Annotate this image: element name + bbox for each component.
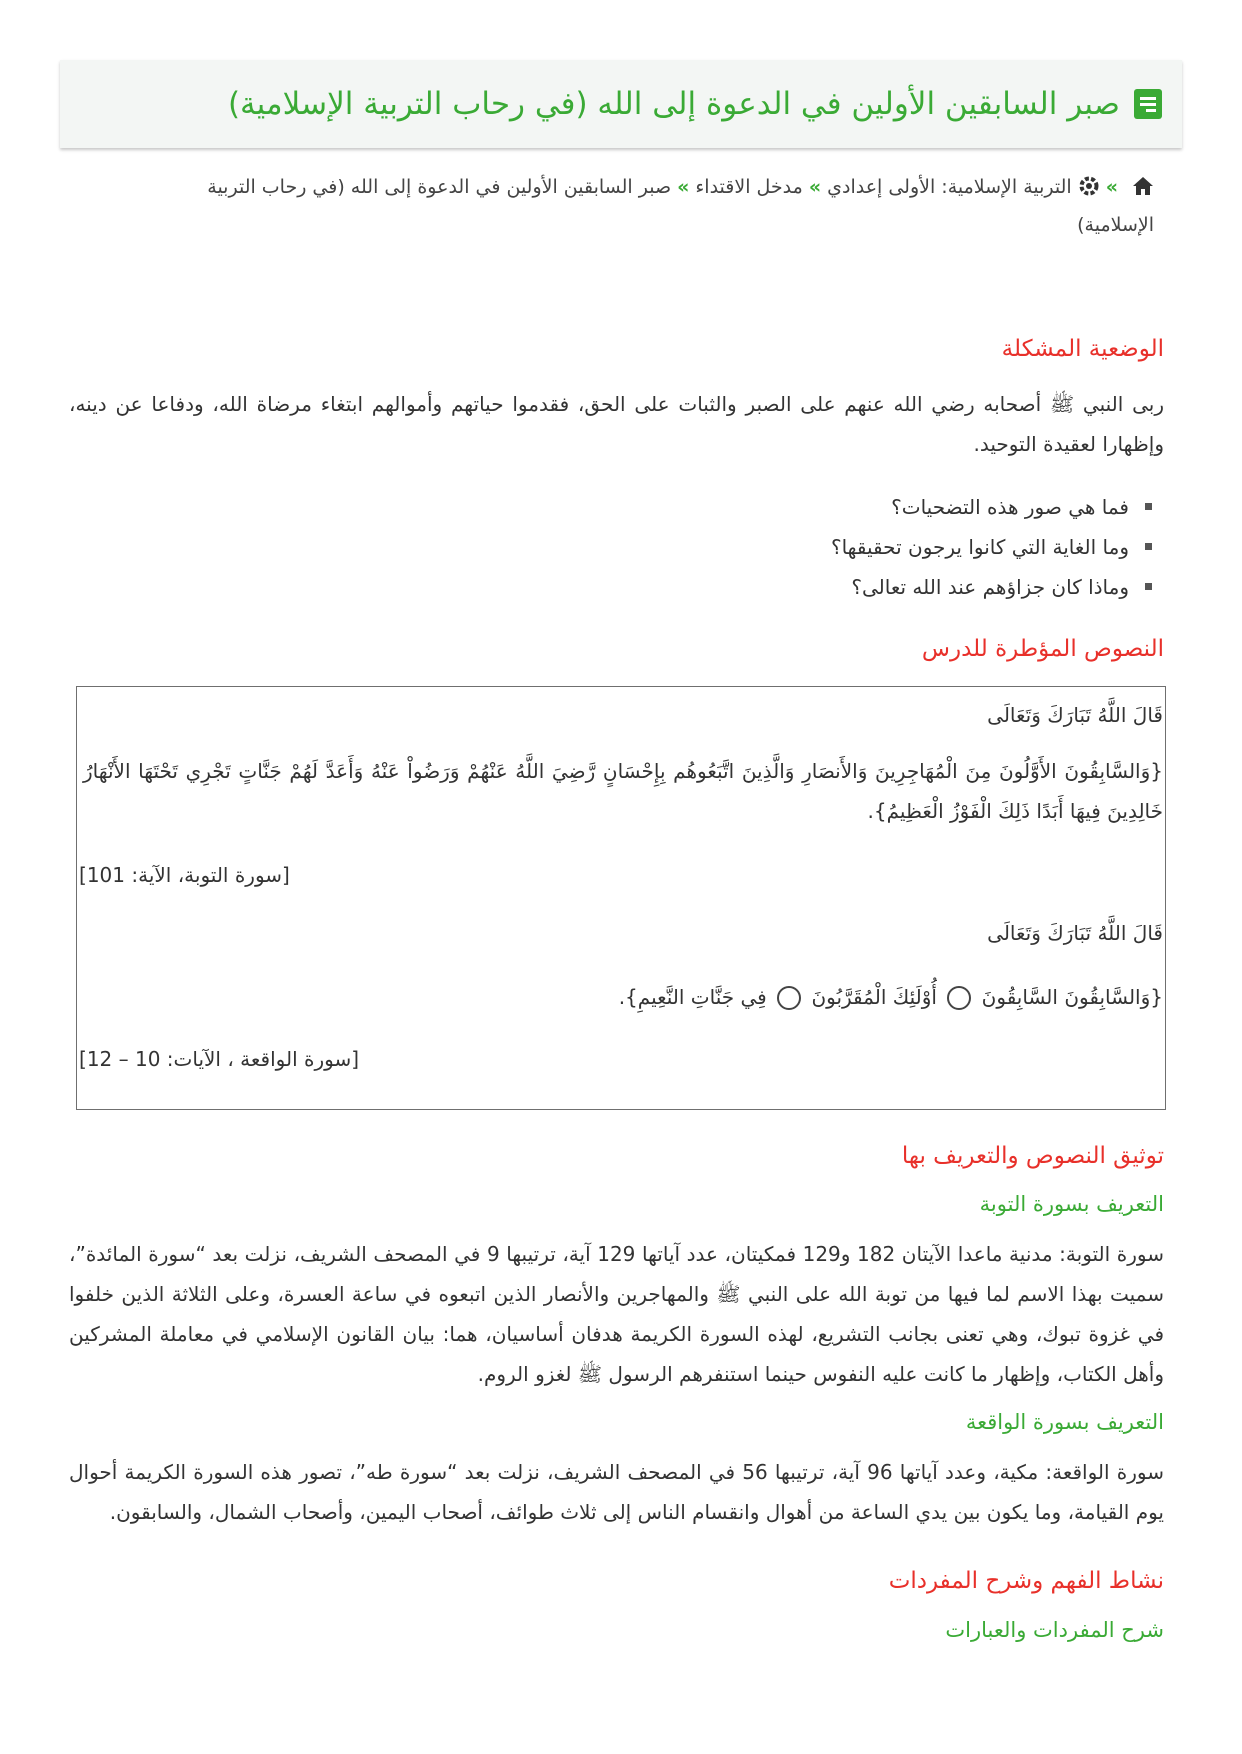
understanding-heading: نشاط الفهم وشرح المفردات [888,1568,1164,1594]
tawba-heading: التعريف بسورة التوبة [979,1192,1164,1216]
list-item: وما الغاية التي كانوا يرجون تحقيقها؟ [831,527,1152,567]
problem-heading: الوضعية المشكلة [1001,336,1164,362]
waqia-paragraph: سورة الواقعة: مكية، وعدد آياتها 96 آية، ترتيبها 56 في المصحف الشريف، نزلت بعد “سورة طه”، تصور هذه السورة الكريمة أحوال يوم القيامة، وما يكون بين يدي الساعة من أهوال وانقسام الناس إلى ثلاث طوائف، أصحاب اليمين، وأصحاب الشمال، والسابقون. [69,1460,1164,1524]
breadcrumb-separator: » [677,176,690,198]
list-item: وماذا كان جزاؤهم عند الله تعالى؟ [831,567,1152,607]
breadcrumb-item-current: صبر السابقين الأولين في الدعوة إلى الله (في رحاب التربية الإسلامية) [207,176,1154,236]
breadcrumb [154,168,1154,244]
breadcrumb-item-course[interactable]: التربية الإسلامية: الأولى إعدادي [827,176,1072,198]
texts-heading: النصوص المؤطرة للدرس [921,636,1164,662]
quote2-verse: {وَالسَّابِقُونَ السَّابِقُونَ أُوْلَئِكَ الْمُقَرَّبُونَ فِي جَنَّاتِ النَّعِيمِ}. [618,985,1163,1009]
bullet-icon [1145,543,1152,550]
breadcrumb-item-module[interactable]: مدخل الاقتداء [695,176,803,198]
tawba-paragraph: سورة التوبة: مدنية ماعدا الآيتان 182 و129 فمكيتان، عدد آياتها 129 آية، ترتيبها 9 في المصحف الشريف، نزلت بعد “سورة المائدة”، سميت بهذا الاسم لما فيها من توبة الله على النبي ﷺ والمهاجرين والأنصار الذين اتبعوه في ساعة العسرة، وعلى الثلاثة الذين خلفوا في غزوة تبوك، وهي تعنى بجانب التشريع، لهذه السورة الكريمة هدفان أساسيان، هما: بيان القانون الإسلامي في معاملة المشركين وأهل الكتاب، وإظهار ما كانت عليه النفوس حينما استنفرهم الرسول ﷺ لغزو الروم. [69,1242,1165,1386]
document-icon [1134,89,1162,119]
verse-end-ring-icon [947,986,971,1010]
problem-paragraph: ربى النبي ﷺ أصحابه رضي الله عنهم على الصبر والثبات على الحق، فقدموا حياتهم وأموالهم ابتغاء مرضاة الله، ودفاعا عن دينه، وإظهارا لعقيدة التوحيد. [69,392,1164,456]
questions-list [831,487,1152,607]
list-item: فما هي صور هذه التضحيات؟ [831,487,1152,527]
documentation-heading: توثيق النصوص والتعريف بها [901,1143,1164,1169]
bullet-icon [1145,503,1152,510]
page-title: صبر السابقين الأولين في الدعوة إلى الله (في رحاب التربية الإسلامية) [227,86,1120,122]
breadcrumb-separator: » [1105,176,1118,198]
quote2-intro: قَالَ اللَّهُ تَبَارَكَ وَتَعَالَى [987,921,1163,945]
quote1-intro: قَالَ اللَّهُ تَبَارَكَ وَتَعَالَى [987,703,1163,727]
quote2-reference: [سورة الواقعة ، الآيات: 10 – 12] [79,1047,360,1071]
waqia-heading: التعريف بسورة الواقعة [965,1410,1164,1434]
bullet-icon [1145,583,1152,590]
gear-icon [1078,175,1100,197]
page-title-bar [60,60,1182,148]
verse-end-ring-icon [777,986,801,1010]
breadcrumb-separator: » [808,176,822,198]
quote1-reference: [سورة التوبة، الآية: 101] [79,863,290,887]
home-icon[interactable] [1132,176,1154,196]
quote1-verse: {وَالسَّابِقُونَ الأَوَّلُونَ مِنَ الْمُهَاجِرِينَ وَالأَنصَارِ وَالَّذِينَ اتَّبَعُوهُم بِإِحْسَانٍ رَّضِيَ اللَّهُ عَنْهُمْ وَرَضُواْ عَنْهُ وَأَعَدَّ لَهُمْ جَنَّاتٍ تَجْرِي تَحْتَهَا الأَنْهَارُ خَالِدِينَ فِيهَا أَبَدًا ذَلِكَ الْفَوْزُ الْعَظِيمُ}. [83,759,1163,823]
quran-quote-box [76,686,1166,1110]
vocabulary-heading: شرح المفردات والعبارات [945,1618,1164,1642]
